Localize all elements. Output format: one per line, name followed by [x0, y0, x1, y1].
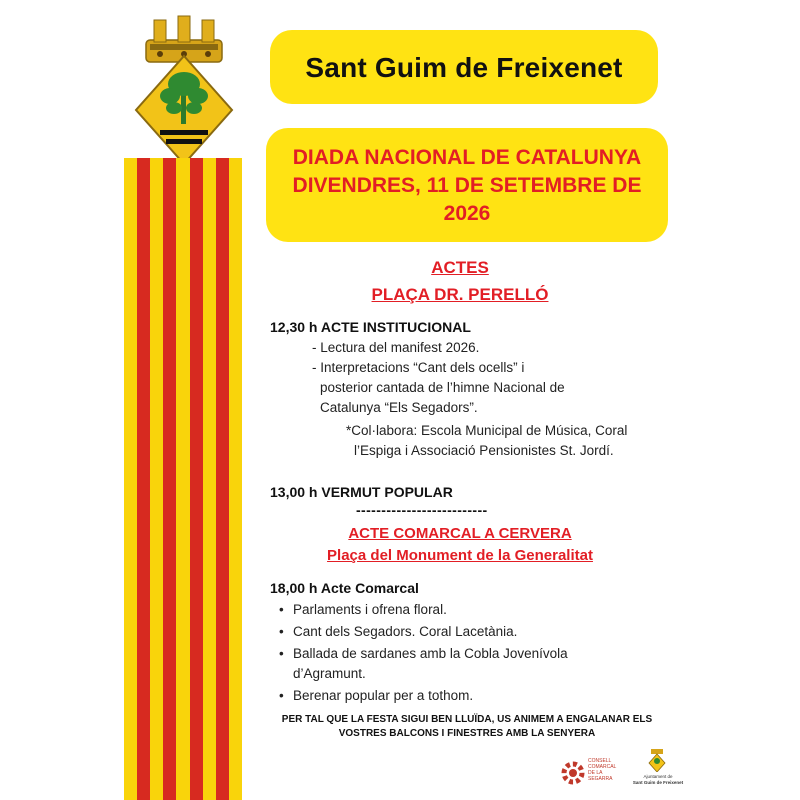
- comarcal-title: 18,00 h Acte Comarcal: [270, 580, 419, 596]
- coat-of-arms-icon: [128, 14, 240, 164]
- actes-heading: ACTES: [431, 258, 489, 277]
- logo-text: COMARCAL: [588, 764, 617, 770]
- actes-place: PLAÇA DR. PERELLÓ: [371, 285, 549, 304]
- collab-note: l’Espiga i Associació Pensionistes St. Jordí.: [354, 443, 614, 458]
- list-item: • Parlaments i ofrena floral.: [293, 600, 447, 620]
- event-date: DIVENDRES, 11 DE SETEMBRE DE: [292, 174, 642, 197]
- section-divider: --------------------------: [356, 502, 488, 518]
- title-banner: [270, 30, 658, 104]
- logo-text: CONSELL: [588, 758, 612, 764]
- list-item: • Cant dels Segadors. Coral Lacetània.: [293, 622, 517, 642]
- ajuntament-logo: [628, 748, 688, 794]
- list-item: - Lectura del manifest 2026.: [312, 340, 480, 355]
- footer-note-line2: VOSTRES BALCONS I FINESTRES AMB LA SENYERA: [338, 728, 596, 739]
- institutional-title: 12,30 h ACTE INSTITUCIONAL: [270, 319, 471, 335]
- list-item: • Berenar popular per a tothom.: [293, 686, 473, 706]
- list-item: Catalunya “Els Segadors”.: [320, 400, 478, 415]
- list-item: posterior cantada de l’himne Nacional de: [320, 380, 565, 395]
- event-year: 2026: [443, 202, 491, 225]
- vermut-title: 13,00 h VERMUT POPULAR: [270, 484, 453, 500]
- logo-text: Ajuntament de: [643, 774, 673, 779]
- senyera-flag: [124, 158, 242, 800]
- logo-text: DE LA: [588, 770, 603, 776]
- comarcal-heading: ACTE COMARCAL A CERVERA: [348, 525, 572, 542]
- page-title: Sant Guim de Freixenet: [305, 52, 623, 83]
- event-banner: [266, 128, 668, 242]
- collab-note: *Col·labora: Escola Municipal de Música, Coral: [346, 423, 628, 438]
- logo-text: Sant Guim de Freixenet: [632, 780, 684, 785]
- list-item: • Ballada de sardanes amb la Cobla Jovenívola: [293, 644, 568, 664]
- small-coat-of-arms-icon: [648, 748, 666, 772]
- comarcal-place: Plaça del Monument de la Generalitat: [327, 547, 593, 564]
- list-item: d’Agramunt.: [293, 666, 366, 681]
- footer-note-line1: PER TAL QUE LA FESTA SIGUI BEN LLUÏDA, US ANIMEM A ENGALANAR ELS: [281, 714, 653, 725]
- logo-text: SEGARRA: [588, 776, 613, 782]
- gear-icon: [560, 760, 586, 786]
- list-item: - Interpretacions “Cant dels ocells” i: [312, 360, 525, 375]
- event-name: DIADA NACIONAL DE CATALUNYA: [292, 146, 642, 169]
